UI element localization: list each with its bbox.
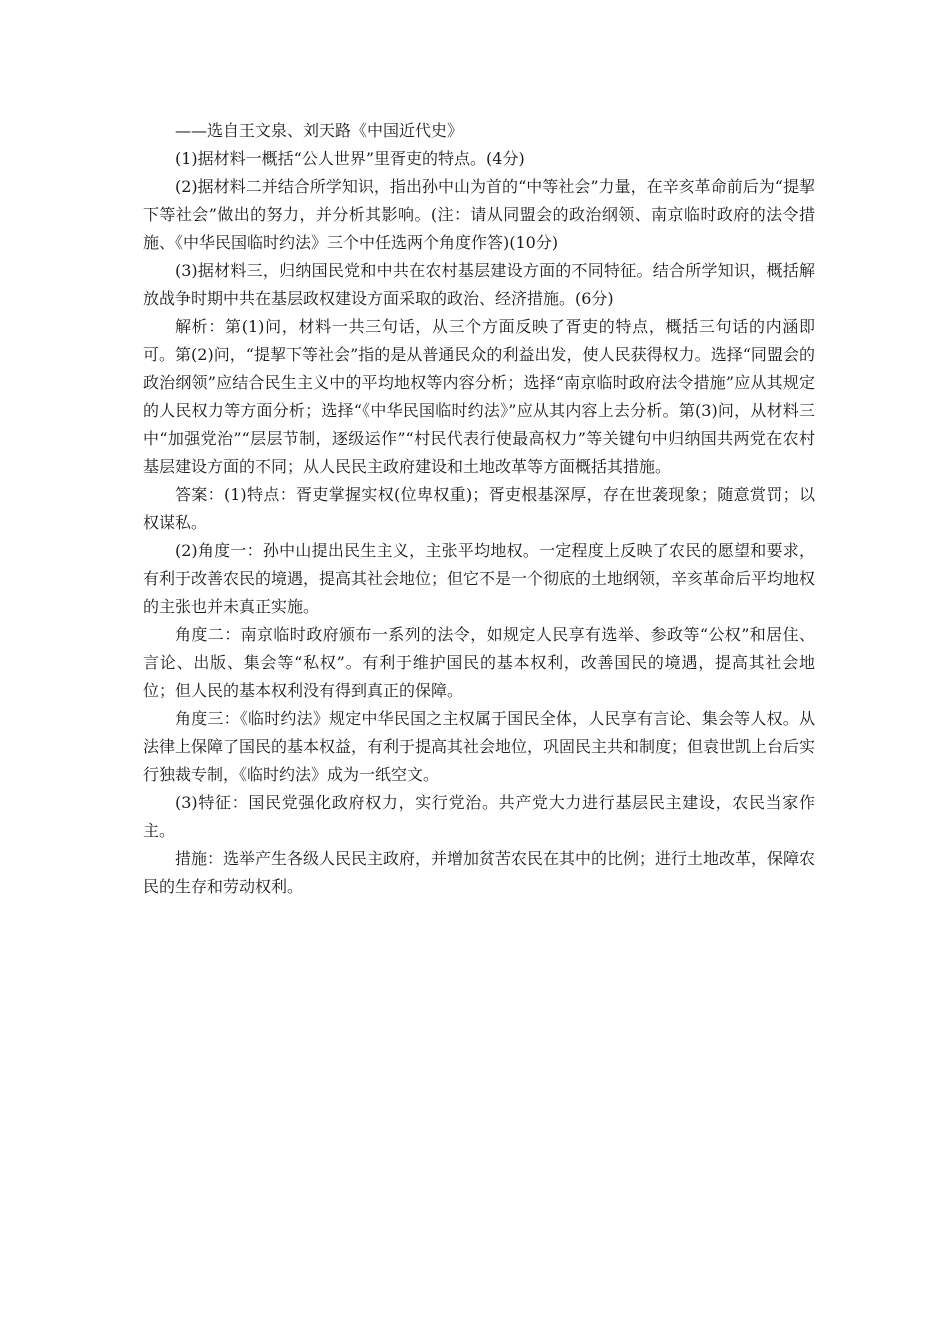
answer-2-angle-1: (2)角度一：孙中山提出民生主义，主张平均地权。一定程度上反映了农民的愿望和要求，有利于改善农民的境遇，提高其社会地位；但它不是一个彻底的土地纲领，辛亥革命后平均地权的主张也并未真正实施。 <box>143 541 816 616</box>
answer-2-angle-3: 角度三：《临时约法》规定中华民国之主权属于国民全体，人民享有言论、集会等人权。从法律上保障了国民的基本权益，有利于提高其社会地位，巩固民主共和制度；但袁世凯上台后实行独裁专制，《临时约法》成为一纸空文。 <box>143 709 816 784</box>
answer-3-measures: 措施：选举产生各级人民民主政府，并增加贫苦农民在其中的比例；进行土地改革，保障农民的生存和劳动权利。 <box>143 849 816 896</box>
source-citation: ——选自王文泉、刘天路《中国近代史》 <box>175 121 464 140</box>
question-1: (1)据材料一概括“公人世界”里胥吏的特点。(4分) <box>175 149 525 168</box>
analysis-paragraph: 解析：第(1)问，材料一共三句话，从三个方面反映了胥吏的特点，概括三句话的内涵即可。第(2)问，“提挈下等社会”指的是从普通民众的利益出发，使人民获得权力。选择“同盟会的政治纲领”应结合民生主义中的平均地权等内容分析；选择“南京临时政府法令措施”应从其规定的人民权力等方面分析；选择“《中华民国临时约法》”应从其内容上去分析。第(3)问，从材料三中“加强党治”“层层节制，逐级运作”“村民代表行使最高权力”等关键句中归纳国共两党在农村基层建设方面的不同；从人民民主政府建设和土地改革等方面概括其措施。 <box>143 317 815 476</box>
question-2: (2)据材料二并结合所学知识，指出孙中山为首的“中等社会”力量，在辛亥革命前后为“提挈下等社会”做出的努力，并分析其影响。(注：请从同盟会的政治纲领、南京临时政府的法令措施、《中华民国临时约法》三个中任选两个角度作答)(10分) <box>143 177 815 252</box>
document-body <box>143 117 815 901</box>
answer-3-feature: (3)特征：国民党强化政府权力，实行党治。共产党大力进行基层民主建设，农民当家作主。 <box>143 793 815 840</box>
answer-1: 答案：(1)特点：胥吏掌握实权(位卑权重)；胥吏根基深厚，存在世袭现象；随意赏罚；以权谋私。 <box>143 485 815 532</box>
answer-2-angle-2: 角度二：南京临时政府颁布一系列的法令，如规定人民享有选举、参政等“公权”和居住、言论、出版、集会等“私权”。有利于维护国民的基本权利，改善国民的境遇，提高其社会地位；但人民的基本权利没有得到真正的保障。 <box>143 625 815 700</box>
question-3: (3)据材料三，归纳国民党和中共在农村基层建设方面的不同特征。结合所学知识，概括解放战争时期中共在基层政权建设方面采取的政治、经济措施。(6分) <box>143 261 815 308</box>
